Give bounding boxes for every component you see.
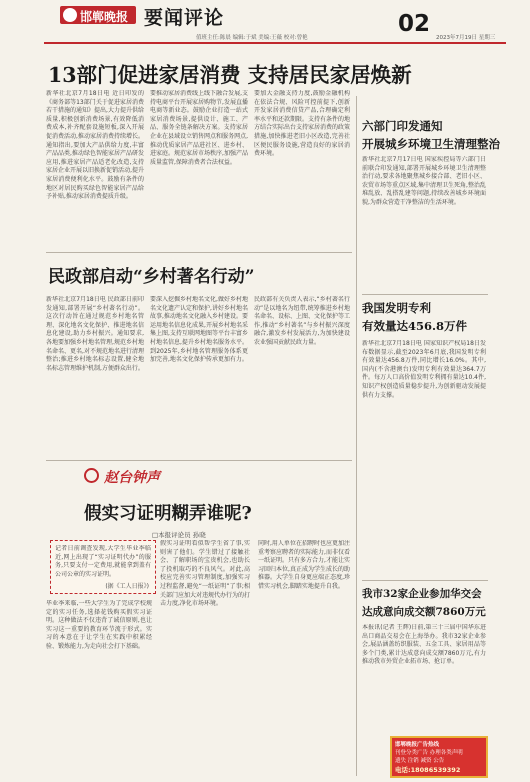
story2-headline-1: 我国发明专利 [362,301,431,315]
lead-headline: 13部门促进家居消费 支持居民家居焕新 [48,63,412,87]
second-col-3: 民政部有关负责人表示,“乡村著名行动”是以地名为纽带,统筹推进乡村地名命名、设标、上图、文化保护等工作,推动“乡村著名”与乡村振兴深度融合,激发乡村发展活力,为加快建设农业强国贡献民政力量。 [254,296,350,346]
section-title: 要闻评论 [144,7,225,29]
comment-col-1: 毕业季来临,一些大学生为了完成学校规定的实习任务,选择花钱购买假实习证明。这种做法不仅违背了诚信原则,也让实习这一重要的教育环节流于形式。实习的本意在于让学生在实践中积累经验、锻炼能力,为走向社会打下基础。 [46,600,152,650]
paper-name: 邯郸晚报 [80,10,129,24]
quote-text: 记者日前调查发现,大学生毕业季临近,网上出现了“实习证明代办”的服务,只要支付一定费用,就能拿到盖有公司公章的实习证明。 [55,545,151,578]
comment-headline: 假实习证明糊弄谁呢? [84,504,252,524]
lead-col-1: 新华社北京7月18日电 近日印发的《商务部等13部门关于促进家居消费若干措施的通知》提出,大力提升供给质量,积极创新消费场景,有效降低消费成本,补齐配套设施短板,深入开展促消费活动,推动家居消费持续增长。通知指出,要加大产品供给力度,丰富产品品类,推动绿色智能家居产品研发应用,推进家居产品适老化改造,支持家居企业开展以旧换新促销活动,提升家居消费便利化水平。鼓励有条件的地区对居民购买绿色智能家居产品给予补贴,推动家居消费提质升级。 [46,90,144,201]
story1-bottom-rule [362,294,488,295]
story3-headline-2: 达成意向成交额7860万元 [362,606,486,618]
ad-phone: 电话:18086539392 [395,766,461,774]
comment-byline: □本报评论员 孙晓 [152,531,206,539]
column-divider [356,96,357,776]
comment-col-2: 假实习证明看似帮学生省了事,实则害了他们。学生错过了接触社会、了解职场的宝贵机会,也助长了投机取巧的不良风气。对此,高校应完善实习管理制度,加强实习过程监督,避免“一纸证明”了事;相关部门应加大对违规代办行为的打击力度,净化市场环境。 [160,540,250,608]
masthead-logo-box [60,6,136,24]
page-number: 02 [398,11,431,37]
ad-line-2: 刊登分类广告 办理各类声明 [395,750,463,756]
date-line: 2023年7月19日 星期三 [436,35,496,41]
lead-col-2: 要推动家居消费线上线下融合发展,支持电商平台开展家居购物节,发展直播电商等新业态。鼓励企业打造一站式家居消费场景,提供设计、施工、产品、服务全链条解决方案。支持家居企业在县域设立销售网点和服务网点,推动优质家居产品进社区、进乡村、进家庭。规范家居市场秩序,加强产品质量监管,保障消费者合法权益。 [150,90,248,166]
header-rule [44,42,506,44]
masthead [0,0,530,40]
editor-line: 值班主任:陈晨 编辑:于斌 美编:王薇 校对:曾艳 [196,35,308,41]
story3-body: 本报讯(记者 王辉)日前,第三十三届中国华东进出口商品交易会在上海举办。我市32家企业参会,展品涵盖纺织服装、五金工具、家居用品等多个门类,累计达成意向成交额7860万元,有力推动我市外贸企业拓市场、抢订单。 [362,624,486,666]
logo-icon [63,8,77,22]
second-headline: 民政部启动“乡村著名行动” [48,267,255,287]
quote-box [50,540,156,594]
lead-bottom-rule [46,252,352,253]
comment-col-3: 同时,用人单位在招聘时也应更加注重考察应聘者的实际能力,而非仅看一纸证明。只有多方合力,才能让实习回归本位,真正成为学生成长的助推器。大学生自身更应端正态度,珍惜实习机会,脚踏实地提升自我。 [258,540,350,590]
second-col-2: 要深入挖掘乡村地名文化,做好乡村地名文化遗产认定和保护,讲好乡村地名故事,推动地名文化融入乡村建设。要运用地名信息化成果,开展乡村地名采集上图,支持互联网地图等平台丰富乡村地名信息,提升乡村地名服务水平。到2025年,乡村地名管理服务体系更加完善,地名文化保护传承更加有力。 [150,296,248,364]
story2-body: 新华社北京7月18日电 国家知识产权局18日发布数据显示,截至2023年6月底,我国发明专利有效量达456.8万件,同比增长16.0%。其中,国内(不含港澳台)发明专利有效量达364.7万件。每万人口高价值发明专利拥有量达10.4件,知识产权创造质量稳步提升,为创新驱动发展提供有力支撑。 [362,340,486,399]
lead-col-3: 要加大金融支持力度,鼓励金融机构在依法合规、风险可控前提下,创新开发家居消费信贷产品,合理确定利率水平和还款期限。支持有条件的地方结合实际出台支持家居消费的政策措施,加快推进老旧小区改造,完善社区便民服务设施,营造良好的家居消费环境。 [254,90,350,158]
bell-icon [84,468,99,483]
story2-bottom-rule [362,580,488,581]
story3-headline-1: 我市32家企业参加华交会 [362,588,482,600]
story2-headline-2: 有效量达456.8万件 [362,319,468,333]
comment-banner-text: 赵台钟声 [104,470,160,486]
ad-line-3: 遗失 注销 减资 公告 [395,758,445,764]
story1-headline-1: 六部门印发通知 [362,119,443,133]
ad-line-1: 邯郸晚报广告热线 [395,742,440,748]
comment-banner [84,466,184,486]
ad-box [390,736,488,778]
story1-headline-2: 开展城乡环境卫生清理整治 [362,137,500,151]
quote-source: (据《工人日报》) [105,583,149,590]
story1-body: 新华社北京7月17日电 国家疾控局等六部门日前联合印发通知,部署开展城乡环境卫生清理整治行动,要求各地聚焦城乡接合部、老旧小区、农贸市场等重点区域,集中清理卫生死角,整治乱堆乱放、乱搭乱建等问题,持续改善城乡环境面貌,为群众营造干净整洁的生活环境。 [362,156,486,206]
second-bottom-rule [46,460,352,461]
second-col-1: 新华社北京7月18日电 民政部日前印发通知,部署开展“乡村著名行动”。这次行动旨在通过规范乡村地名管理、深化地名文化保护、推进地名信息化建设,助力乡村振兴。通知要求,各地要加强乡村地名管理,规范乡村地名命名、更名,对不规范地名进行清理整治;推进乡村地名标志设置,健全地名标志管理维护机制,方便群众出行。 [46,296,144,372]
